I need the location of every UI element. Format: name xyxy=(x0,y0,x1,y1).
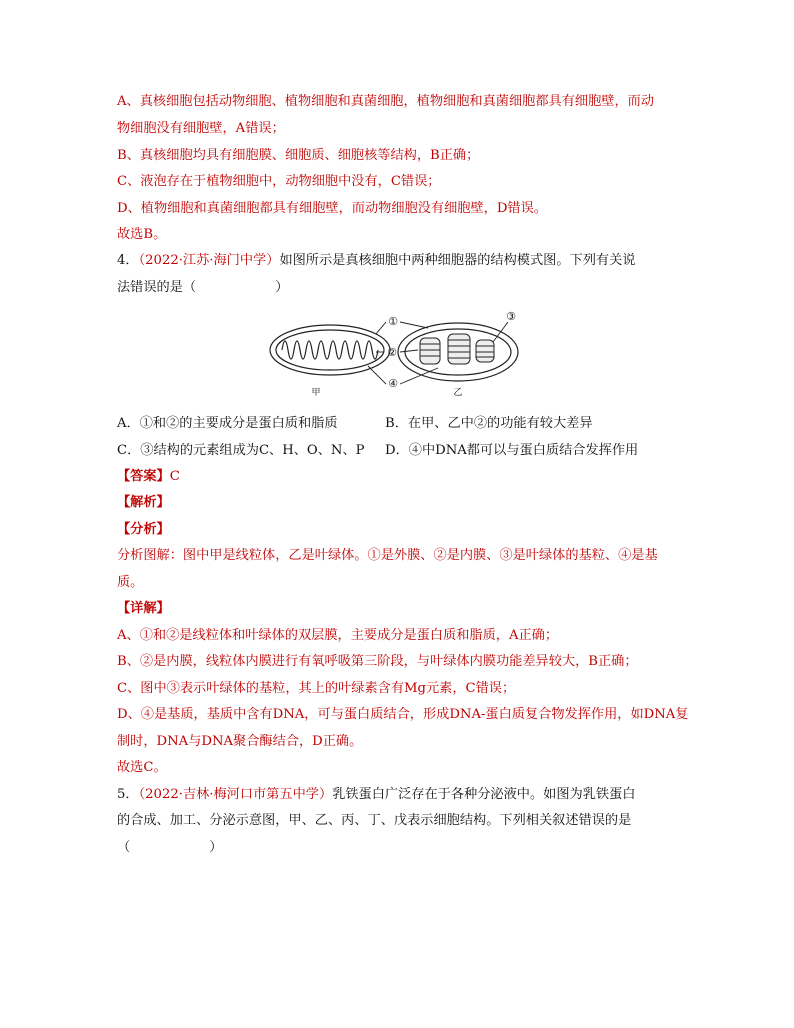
prev-explanation-line: 物细胞没有细胞壁，A错误； xyxy=(117,121,285,136)
prev-explanation-line: B、真核细胞均具有细胞膜、细胞质、细胞核等结构，B正确； xyxy=(117,148,480,163)
detail-line: C、图中③表示叶绿体的基粒，其上的叶绿素含有Mg元素，C错误； xyxy=(117,681,516,696)
marker-4: ④ xyxy=(388,377,398,390)
q4-stem xyxy=(117,252,636,270)
q4-stem-line2: 法错误的是（ ） xyxy=(117,280,289,295)
answer-tag: 【答案】 xyxy=(117,469,170,484)
mitochondrion-diagram xyxy=(270,325,390,375)
q5-stem-text: 乳铁蛋白广泛存在于各种分泌液中。如图为乳铁蛋白 xyxy=(332,787,636,802)
organelle-figure xyxy=(268,304,523,397)
detail-line: D、④是基质，基质中含有DNA，可与蛋白质结合，形成DNA-蛋白质复合物发挥作用，如DNA复 xyxy=(117,707,689,722)
q4-option-d: D．④中DNA都可以与蛋白质结合发挥作用 xyxy=(385,443,639,458)
prev-explanation-line: A、真核细胞包括动物细胞、植物细胞和真菌细胞，植物细胞和真菌细胞都具有细胞壁，而动 xyxy=(117,94,655,109)
marker-1: ① xyxy=(388,315,398,328)
q4-option-b: B．在甲、乙中②的功能有较大差异 xyxy=(385,416,593,431)
marker-2: ② xyxy=(387,346,397,359)
q4-option-c: C．③结构的元素组成为C、H、O、N、P xyxy=(117,443,365,458)
q4-conclusion: 故选C。 xyxy=(117,760,167,775)
q4-number: 4． xyxy=(117,253,139,268)
q5-source: （2022·吉林·梅河口市第五中学） xyxy=(138,787,333,802)
q4-source: （2022·江苏·海门中学） xyxy=(138,253,280,268)
answer-value: C xyxy=(169,469,180,484)
fenxi-line: 分析图解：图中甲是线粒体，乙是叶绿体。①是外膜、②是内膜、③是叶绿体的基粒、④是基 xyxy=(117,548,658,563)
prev-explanation-line: C、液泡存在于植物细胞中，动物细胞中没有，C错误； xyxy=(117,174,441,189)
q4-answer xyxy=(117,468,180,486)
analysis-tag: 【解析】 xyxy=(117,495,170,510)
detail-line: A、①和②是线粒体和叶绿体的双层膜，主要成分是蛋白质和脂质，A正确； xyxy=(117,628,559,643)
q5-stem-line2: 的合成、加工、分泌示意图，甲、乙、丙、丁、戊表示细胞结构。下列相关叙述错误的是 xyxy=(117,813,632,828)
q4-option-a: A．①和②的主要成分是蛋白质和脂质 xyxy=(117,416,338,431)
q5-stem-line3: （ ） xyxy=(117,840,223,855)
prev-explanation-line: D、植物细胞和真菌细胞都具有细胞壁，而动物细胞没有细胞壁，D错误。 xyxy=(117,201,547,216)
fenxi-line: 质。 xyxy=(117,575,144,590)
chloroplast-diagram xyxy=(398,323,518,381)
detail-line: 制时，DNA与DNA聚合酶结合，D正确。 xyxy=(117,734,363,749)
prev-conclusion: 故选B。 xyxy=(117,227,167,242)
label-yi: 乙 xyxy=(453,388,463,397)
q5-number: 5． xyxy=(117,787,139,802)
marker-3: ③ xyxy=(506,310,516,323)
q5-stem xyxy=(117,786,636,804)
q4-stem-text: 如图所示是真核细胞中两种细胞器的结构模式图。下列有关说 xyxy=(279,253,636,268)
detail-tag: 【详解】 xyxy=(117,601,170,616)
detail-line: B、②是内膜，线粒体内膜进行有氧呼吸第三阶段，与叶绿体内膜功能差异较大，B正确； xyxy=(117,654,638,669)
label-jia: 甲 xyxy=(311,388,321,397)
fenxi-tag: 【分析】 xyxy=(117,522,170,537)
